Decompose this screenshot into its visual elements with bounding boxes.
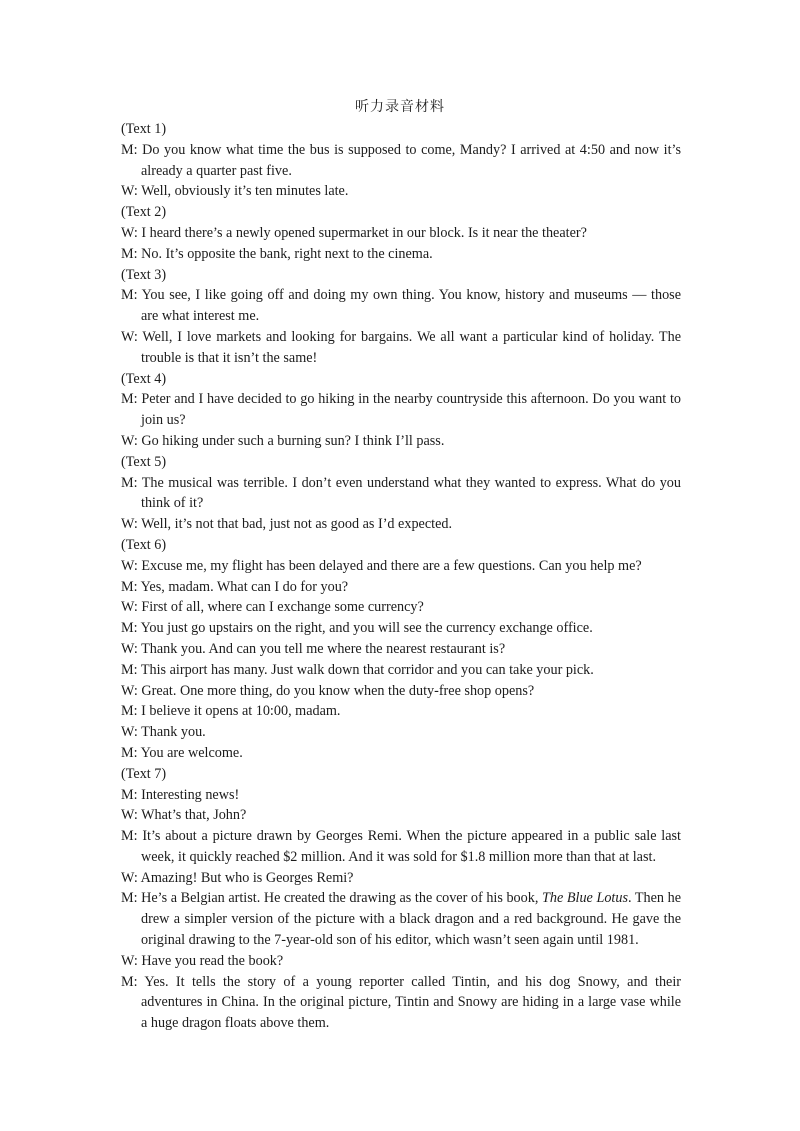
dialogue-line: M: You just go upstairs on the right, and you will see the currency exchange office.: [121, 620, 593, 637]
dialogue-line: M: Peter and I have decided to go hiking in the nearby countryside this afternoon. Do you want to join us?: [121, 391, 681, 429]
dialogue-line: W: What’s that, John?: [121, 807, 247, 824]
dialogue-line: M: You are welcome.: [121, 744, 243, 761]
book-title: The Blue Lotus: [541, 890, 628, 907]
dialogue-line: W: Excuse me, my flight has been delayed and there are a few questions. Can you help me?: [121, 557, 642, 574]
section-label-text-4: (Text 4): [121, 370, 167, 387]
dialogue-line: M: I believe it opens at 10:00, madam.: [121, 703, 341, 720]
transcript-body: [121, 119, 681, 1034]
section-label-text-7: (Text 7): [121, 765, 167, 782]
dialogue-line: W: Well, it’s not that bad, just not as good as I’d expected.: [121, 516, 453, 533]
dialogue-line: W: Thank you.: [121, 724, 206, 741]
dialogue-line-book-title: [121, 888, 681, 950]
dialogue-line: W: Well, obviously it’s ten minutes late.: [121, 183, 349, 200]
dialogue-line: W: I heard there’s a newly opened supermarket in our block. Is it near the theater?: [121, 224, 587, 241]
dialogue-line: W: Have you read the book?: [121, 952, 284, 969]
dialogue-text: . Then he drew a simpler version of the picture with a black dragon and a red background. He gave the original drawing to the 7-year-old son of his editor, which wasn’t seen again until 1981.: [141, 890, 681, 949]
dialogue-line: M: Interesting news!: [121, 786, 240, 803]
dialogue-line: W: Well, I love markets and looking for bargains. We all want a particular kind of holiday. The trouble is that it isn’t the same!: [121, 328, 681, 366]
dialogue-line: W: Thank you. And can you tell me where the nearest restaurant is?: [121, 640, 506, 657]
dialogue-text: M: He’s a Belgian artist. He created the drawing as the cover of his book,: [121, 890, 542, 907]
dialogue-line: M: No. It’s opposite the bank, right next to the cinema.: [121, 245, 433, 262]
section-label-text-3: (Text 3): [121, 266, 167, 283]
dialogue-line: W: Go hiking under such a burning sun? I think I’ll pass.: [121, 432, 445, 449]
page-title: 听力录音材料: [355, 99, 445, 115]
dialogue-line: M: It’s about a picture drawn by Georges Remi. When the picture appeared in a public sale last week, it quickly reached $2 million. And it was sold for $1.8 million more than that at last.: [121, 828, 681, 865]
dialogue-line: M: Yes, madam. What can I do for you?: [121, 578, 349, 595]
section-label-text-6: (Text 6): [121, 536, 167, 553]
dialogue-line: M: Yes. It tells the story of a young reporter called Tintin, and his dog Snowy, and their adventures in China. In the original picture, Tintin and Snowy are hiding in a large vase while a huge dragon floats above them.: [121, 973, 681, 1032]
dialogue-line: M: You see, I like going off and doing my own thing. You know, history and museums — those are what interest me.: [121, 287, 681, 325]
dialogue-line: W: First of all, where can I exchange some currency?: [121, 599, 424, 616]
dialogue-line: M: The musical was terrible. I don’t even understand what they wanted to express. What do you think of it?: [121, 474, 681, 512]
section-label-text-2: (Text 2): [121, 204, 167, 221]
section-label-text-1: (Text 1): [121, 121, 167, 137]
dialogue-line: W: Great. One more thing, do you know when the duty-free shop opens?: [121, 682, 535, 699]
section-label-text-5: (Text 5): [121, 453, 167, 470]
dialogue-line: M: Do you know what time the bus is supposed to come, Mandy? I arrived at 4:50 and now it’s already a quarter past five.: [121, 141, 681, 179]
dialogue-line: W: Amazing! But who is Georges Remi?: [121, 869, 354, 886]
dialogue-line: M: This airport has many. Just walk down that corridor and you can take your pick.: [121, 661, 594, 678]
